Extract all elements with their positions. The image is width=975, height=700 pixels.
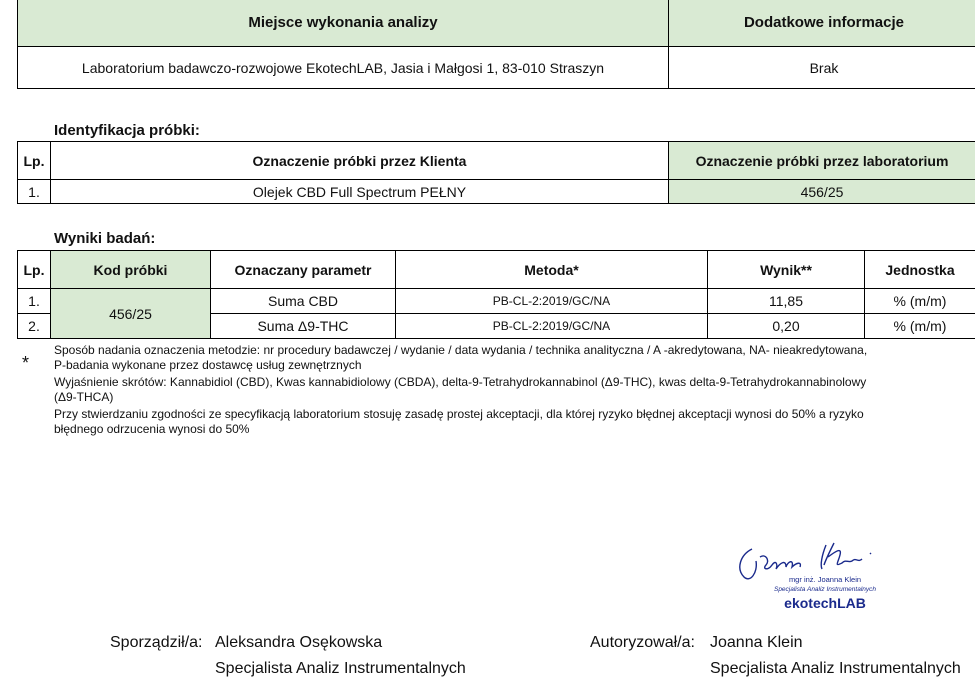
notes-block: [54, 343, 969, 437]
res-row1-result: 11,85: [708, 289, 865, 314]
res-row2-result: 0,20: [708, 314, 865, 339]
identification-title: Identyfikacja próbki:: [54, 122, 200, 139]
stamp-logo: ekotechLAB: [784, 595, 866, 611]
res-col-method: Metoda*: [396, 251, 708, 289]
res-row1-method: PB-CL-2:2019/GC/NA: [396, 289, 708, 314]
res-col-result: Wynik**: [708, 251, 865, 289]
info-value: Brak: [669, 47, 975, 89]
notes-line6: błędnego odrzucenia wynosi do 50%: [54, 422, 250, 436]
authorized-role: Specjalista Analiz Instrumentalnych: [710, 660, 961, 677]
res-col-lp: Lp.: [18, 251, 51, 289]
id-row-lab: 456/25: [669, 180, 975, 204]
notes-asterisk: *: [22, 353, 30, 373]
handwritten-signature: [730, 535, 920, 615]
stamp-name: mgr inż. Joanna Klein: [788, 575, 862, 584]
id-row-client: Olejek CBD Full Spectrum PEŁNY: [51, 180, 669, 204]
res-row2-unit: % (m/m): [865, 314, 975, 339]
authorized-name: Joanna Klein: [710, 634, 803, 651]
res-col-param: Oznaczany parametr: [211, 251, 396, 289]
info-header: Dodatkowe informacje: [669, 0, 975, 47]
id-col-lab: Oznaczenie próbki przez laboratorium: [669, 142, 975, 180]
location-value: Laboratorium badawczo-rozwojowe EkotechLAB, Jasia i Małgosi 1, 83-010 Straszyn: [18, 47, 669, 89]
notes-line3: Wyjaśnienie skrótów: Kannabidiol (CBD), Kwas kannabidiolowy (CBDA), delta-9-Tetrahydrokannabinol (Δ9-THC), kwas delta-9-Tetrahydrokannabinolowy: [54, 375, 867, 389]
res-row2-method: PB-CL-2:2019/GC/NA: [396, 314, 708, 339]
id-row-lp: 1.: [18, 180, 51, 204]
res-row1-lp: 1.: [18, 289, 51, 314]
res-row1-param: Suma CBD: [211, 289, 396, 314]
prepared-name: Aleksandra Osękowska: [215, 634, 383, 651]
notes-line5: Przy stwierdzaniu zgodności ze specyfikacją laboratorium stosuję zasadę prostej akceptacji, dla której ryzyko błędnej akceptacji wynosi do 50% a ryzyko: [54, 407, 864, 421]
identification-table: [17, 141, 975, 204]
authorized-label: Autoryzował/a:: [590, 634, 695, 651]
location-table: [17, 0, 975, 89]
id-col-client: Oznaczenie próbki przez Klienta: [51, 142, 669, 180]
prepared-label: Sporządził/a:: [110, 634, 203, 651]
res-row2-param: Suma Δ9-THC: [211, 314, 396, 339]
prepared-role: Specjalista Analiz Instrumentalnych: [215, 660, 466, 677]
res-row2-lp: 2.: [18, 314, 51, 339]
location-header: Miejsce wykonania analizy: [18, 0, 669, 47]
signature-stamp: [730, 535, 920, 615]
res-col-unit: Jednostka: [865, 251, 975, 289]
res-col-code: Kod próbki: [51, 251, 211, 289]
table-row: [18, 289, 975, 314]
results-title: Wyniki badań:: [54, 230, 156, 247]
notes-line2: P-badania wykonane przez dostawcę usług zewnętrznych: [54, 358, 362, 372]
res-row1-unit: % (m/m): [865, 289, 975, 314]
notes-line1: Sposób nadania oznaczenia metodzie: nr procedury badawczej / wydanie / data wydania / technika analityczna / A -akredytowana, NA- nieakredytowana,: [54, 343, 868, 357]
results-table: [17, 250, 975, 339]
notes-line4: (Δ9-THCA): [54, 390, 114, 404]
id-col-lp: Lp.: [18, 142, 51, 180]
stamp-role: Specjalista Analiz Instrumentalnych: [773, 586, 877, 593]
res-sample-code: 456/25: [51, 289, 211, 339]
